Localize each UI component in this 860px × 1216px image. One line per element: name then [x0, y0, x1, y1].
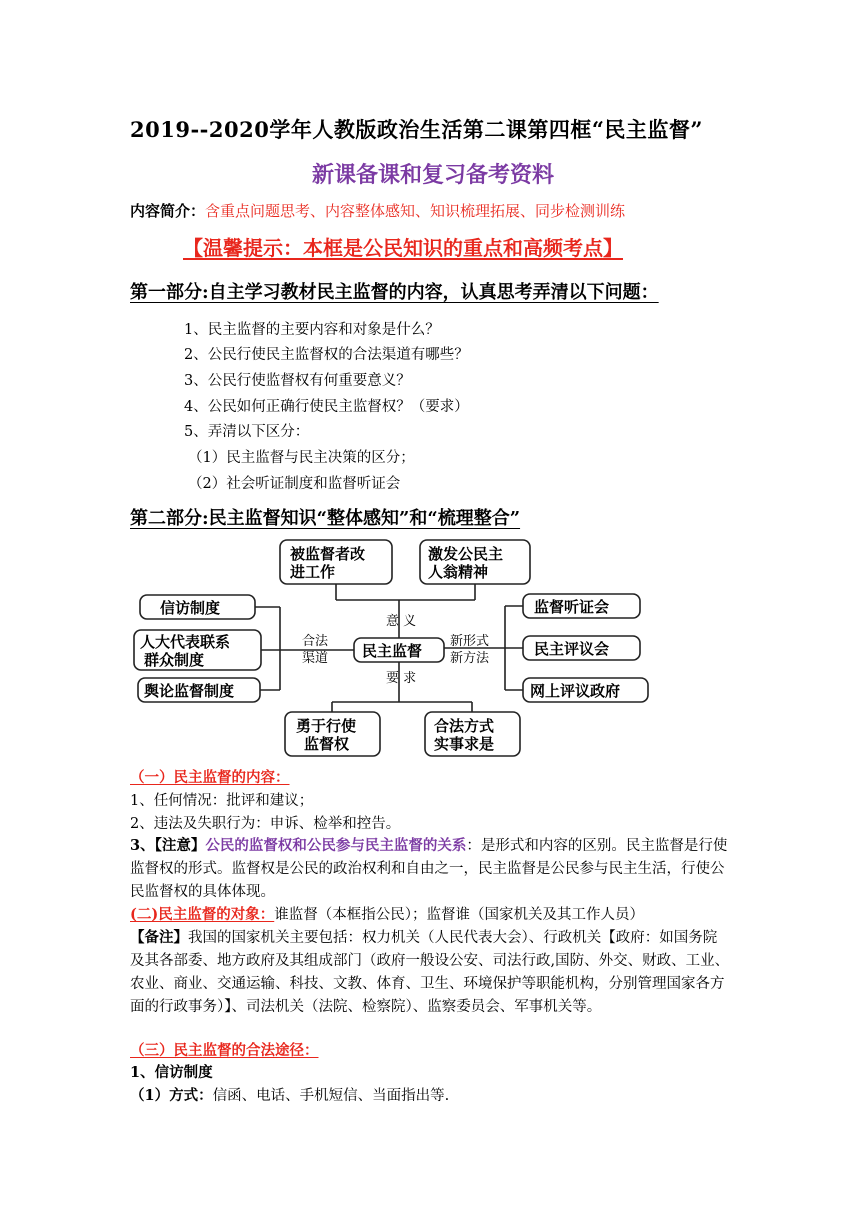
remark-text: 我国的国家机关主要包括：权力机关（人民代表大会）、行政机关【政府：如国务院及其各部委、地方政府及其组成部门（政府一般设公安、司法行政,国防、外交、财政、工业、农业、商业、交通运输、科技、文教、体育、卫生、环境保护等职能机构，分别管理国家各方面的行政事务）】、司法机关（法院、检察院）、监察委员会、军事机关等。 [130, 930, 730, 1015]
diagram-text: 舆论监督制度 [144, 682, 235, 700]
sub-item-text: 信函、电话、手机短信、当面指出等. [212, 1088, 450, 1104]
diagram-text: 民主评议会 [534, 640, 610, 658]
section2-heading: (二)民主监督的对象： [130, 906, 275, 923]
diagram-label: 意 义 [386, 614, 417, 629]
diagram-text: 网上评议政府 [530, 682, 621, 700]
diagram-label: 新方法 [450, 651, 490, 666]
note-paragraph [130, 834, 730, 904]
diagram-text: 激发公民主 [428, 545, 504, 563]
question-item: 4、公民如何正确行使民主监督权？（要求） [184, 399, 469, 415]
part1-heading: 第一部分:自主学习教材民主监督的内容，认真思考弄清以下问题： [130, 282, 659, 303]
intro-line [130, 200, 625, 221]
remark-label: 【备注】 [130, 929, 188, 946]
question-item: 1、民主监督的主要内容和对象是什么？ [184, 322, 440, 338]
diagram-label: 新形式 [450, 634, 490, 649]
diagram-label: 渠道 [302, 651, 329, 666]
diagram-text: 被监督者改 [290, 545, 366, 563]
diagram-center-text: 民主监督 [362, 642, 423, 660]
diagram-text: 进工作 [290, 563, 336, 581]
section2-text: 谁监督（本框指公民）；监督谁（国家机关及其工作人员） [274, 907, 644, 923]
sub-item-label: （1）方式： [130, 1087, 213, 1104]
note-prefix: 3、【注意】 [130, 837, 206, 854]
intro-text: 含重点问题思考、内容整体感知、知识梳理拓展、同步检测训练 [205, 202, 626, 220]
diagram-text: 监督听证会 [534, 598, 610, 616]
document-title: 2019--2020学年人教版政治生活第二课第四框“民主监督” [130, 117, 703, 142]
diagram-text: 人翁精神 [428, 563, 489, 581]
sub-item-line [130, 1084, 449, 1105]
remark-paragraph [130, 926, 730, 1019]
note-highlight: 公民的监督权和公民参与民主监督的关系 [205, 837, 467, 854]
diagram-text: 合法方式 [434, 717, 495, 735]
question-item: 5、弄清以下区分： [184, 424, 310, 440]
list-item: 1、任何情况：批评和建议； [130, 793, 314, 809]
diagram-text: 群众制度 [144, 651, 205, 669]
diagram-label: 合法 [302, 634, 329, 649]
diagram-text: 信访制度 [160, 599, 221, 617]
question-subitem: （2）社会听证制度和监督听证会 [188, 476, 401, 492]
diagram-text: 人大代表联系 [140, 633, 231, 651]
diagram-label: 要 求 [386, 671, 417, 686]
section2-line [130, 903, 644, 924]
section3-heading: （三）民主监督的合法途径： [130, 1042, 319, 1059]
list-item: 2、违法及失职行为：申诉、检举和控告。 [130, 816, 401, 832]
question-item: 2、公民行使民主监督权的合法渠道有哪些？ [184, 347, 469, 363]
question-subitem: （1）民主监督与民主决策的区分； [188, 450, 415, 466]
subheading: 1、信访制度 [130, 1064, 213, 1081]
part2-heading: 第二部分:民主监督知识“整体感知”和“梳理整合” [130, 508, 521, 529]
concept-diagram [130, 532, 650, 762]
diagram-text: 监督权 [304, 735, 350, 753]
question-item: 3、公民行使监督权有何重要意义？ [184, 373, 411, 389]
diagram-text: 实事求是 [434, 735, 495, 753]
document-subtitle: 新课备课和复习备考资料 [312, 162, 555, 188]
tip-banner: 【温馨提示：本框是公民知识的重点和高频考点】 [183, 236, 623, 260]
diagram-text: 勇于行使 [296, 717, 357, 735]
section1-heading: （一）民主监督的内容： [130, 769, 290, 786]
note-text: ：是形式和内容的区别。民主监督是行使监督权的形式。监督权是公民的政治权利和自由之一，民主监督是公民参与民主生活，行使公民监督权的具体体现。 [130, 838, 728, 900]
intro-label: 内容简介： [130, 202, 206, 220]
